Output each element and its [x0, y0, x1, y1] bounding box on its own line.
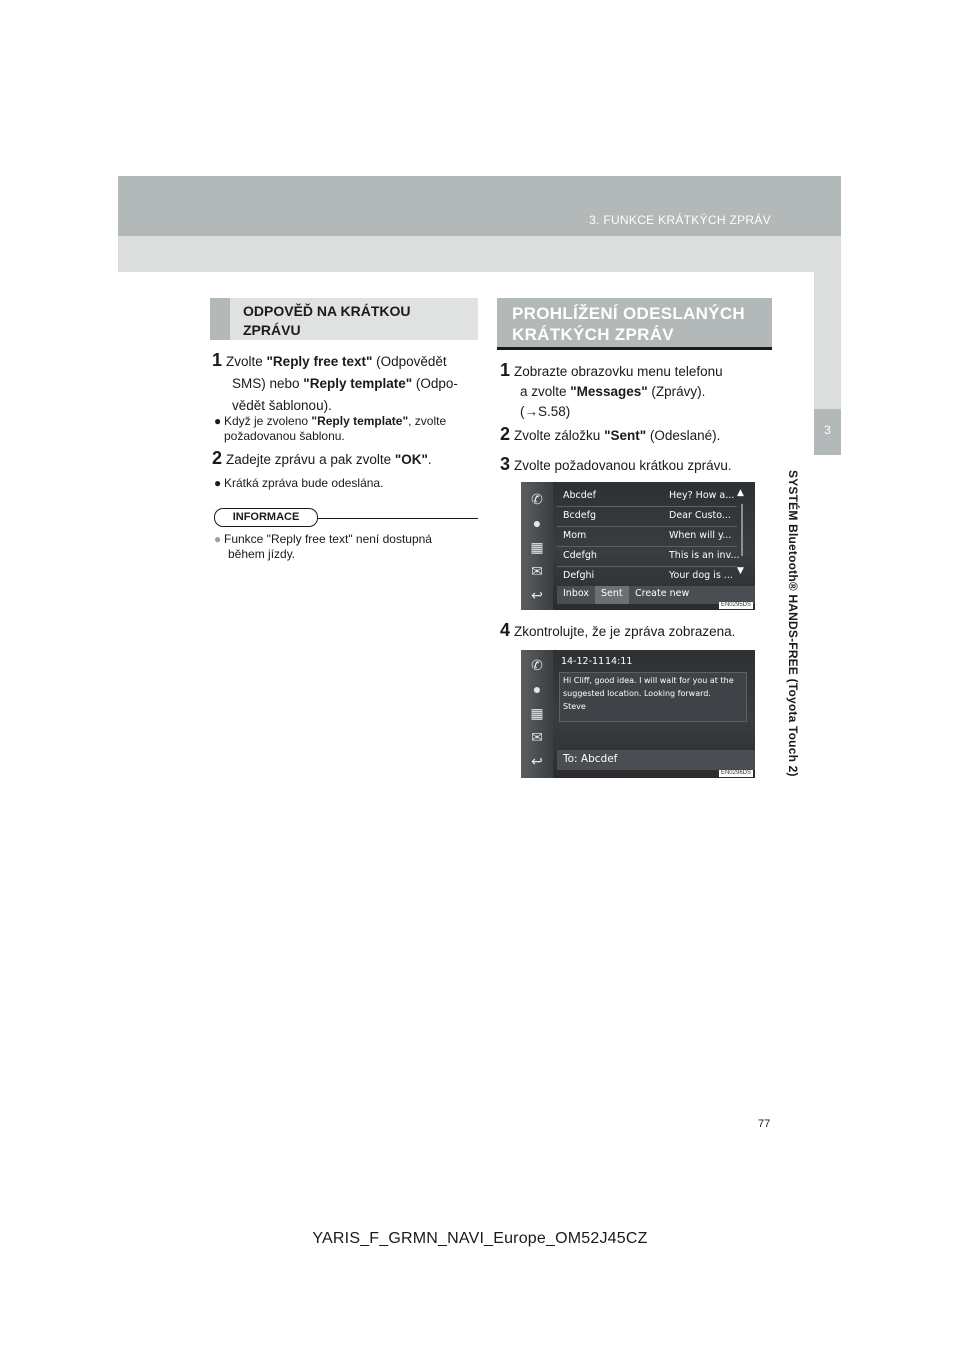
recipient: To: Abcdef: [563, 753, 618, 765]
bullet-text: požadovanou šablonu.: [224, 429, 345, 443]
step-text: Zkontrolujte, že je zpráva zobrazena.: [514, 624, 736, 639]
info-text: Funkce "Reply free text" není dostupná: [224, 532, 432, 546]
right-step-1: [500, 360, 772, 422]
section-title: 3. FUNKCE KRÁTKÝCH ZPRÁV: [589, 213, 771, 227]
chapter-number: 3: [824, 423, 831, 437]
step-text: Zvolte: [226, 354, 267, 369]
step-number: 2: [212, 448, 223, 468]
info-divider: [318, 518, 478, 519]
page-number: 77: [758, 1118, 771, 1130]
sender-name: Abcdef: [563, 490, 596, 501]
scroll-up-icon: ▲: [737, 488, 744, 498]
document-id: YARIS_F_GRMN_NAVI_Europe_OM52J45CZ: [312, 1230, 648, 1247]
left-section-heading: [210, 298, 478, 340]
tab-sent: Sent: [601, 588, 623, 599]
step-text: (Odeslané).: [646, 428, 721, 443]
chapter-title: SYSTÉM Bluetooth® HANDS-FREE (Toyota Touch 2): [786, 470, 800, 777]
image-code: EN0295DS: [720, 602, 751, 608]
step-text: (Odpo-: [412, 376, 458, 391]
step-number: 4: [500, 620, 511, 640]
message-line: suggested location. Looking forward.: [563, 689, 711, 698]
step-option: "Reply free text": [266, 354, 373, 369]
message-line: Hi Cliff, good idea. I will wait for you at the: [563, 676, 734, 685]
chapter-title-vertical: [786, 470, 810, 777]
contacts-icon: ●: [532, 515, 542, 531]
message-preview: Your dog is ...: [669, 570, 733, 581]
step-text: (Odpovědět: [372, 354, 447, 369]
keypad-icon: ▦: [530, 705, 544, 721]
bullet-text: Krátká zpráva bude odeslána.: [224, 476, 384, 490]
step-text: Zobrazte obrazovku menu telefonu: [514, 364, 723, 379]
step-text: a zvolte: [520, 384, 571, 399]
heading-line: ODPOVĚĎ NA KRÁTKOU: [243, 303, 411, 319]
header-subband: [118, 236, 841, 272]
right-section-heading: [497, 298, 772, 350]
header-band: [118, 176, 841, 236]
tab-inbox: Inbox: [563, 588, 589, 599]
scroll-down-icon: ▼: [737, 566, 744, 576]
message-detail-screenshot: [521, 650, 755, 778]
step-option: "OK": [394, 452, 428, 467]
left-step-2: [212, 448, 480, 470]
message-line: Steve: [563, 702, 586, 711]
tab-create-new: Create new: [635, 588, 690, 599]
row-divider: [557, 566, 737, 567]
image-code: EN0296DS: [720, 770, 751, 776]
step-number: 1: [212, 350, 223, 370]
right-step-3: [500, 454, 772, 476]
step-text: Zvolte požadovanou krátkou zprávu.: [514, 458, 732, 473]
step-text: Zvolte záložku: [514, 428, 605, 443]
heading-marker: [210, 298, 230, 340]
right-step-2: [500, 424, 772, 446]
bullet-icon: ●: [214, 476, 222, 490]
left-bullet-2: [214, 476, 482, 491]
step-text: .: [427, 452, 432, 467]
step-option: "Reply template": [303, 376, 413, 391]
row-divider: [557, 546, 737, 547]
step-number: 2: [500, 424, 511, 444]
step-text: Zadejte zprávu a pak zvolte: [226, 452, 395, 467]
step-number: 3: [500, 454, 511, 474]
back-icon: ↩: [531, 753, 543, 769]
message-preview: Hey? How a...: [669, 490, 735, 501]
info-label: INFORMACE: [214, 508, 318, 527]
keypad-icon: ▦: [530, 539, 544, 555]
messages-list-screenshot: [521, 482, 755, 610]
heading-line: KRÁTKÝCH ZPRÁV: [512, 325, 674, 344]
info-text: během jízdy.: [228, 547, 296, 561]
left-bullet-1: [214, 414, 482, 444]
sender-name: Mom: [563, 530, 587, 541]
message-preview: Dear Custo...: [669, 510, 731, 521]
message-icon: ✉: [531, 563, 543, 579]
bullet-icon: ●: [214, 414, 222, 428]
chapter-number-tab: [814, 409, 841, 455]
phone-icon: ✆: [531, 657, 543, 673]
sender-name: Bcdefg: [563, 510, 596, 521]
back-icon: ↩: [531, 587, 543, 603]
heading-line: ZPRÁVU: [243, 322, 301, 338]
sender-name: Defghi: [563, 570, 595, 581]
left-step-1: [212, 350, 480, 416]
message-icon: ✉: [531, 729, 543, 745]
step-option: "Sent": [604, 428, 647, 443]
contacts-icon: ●: [532, 681, 542, 697]
sender-name: Cdefgh: [563, 550, 597, 561]
step-number: 1: [500, 360, 511, 380]
right-step-4: [500, 620, 772, 642]
row-divider: [557, 526, 737, 527]
info-bullet-icon: ●: [214, 532, 222, 546]
step-text: SMS) nebo: [232, 376, 304, 391]
bullet-option: "Reply template": [311, 414, 409, 428]
step-option: "Messages": [570, 384, 648, 399]
heading-line: PROHLÍŽENÍ ODESLANÝCH: [512, 304, 745, 323]
side-tab: [814, 272, 841, 409]
bullet-text: Když je zvoleno: [224, 414, 312, 428]
message-preview: This is an inv...: [669, 550, 740, 561]
info-note: [214, 532, 482, 562]
scrollbar: [741, 504, 743, 556]
phone-icon: ✆: [531, 491, 543, 507]
step-text: vědět šablonou).: [232, 398, 332, 413]
message-time: 14:11: [605, 656, 633, 667]
step-text: (→S.58): [520, 404, 571, 419]
bullet-text: , zvolte: [408, 414, 447, 428]
message-preview: When will y...: [669, 530, 732, 541]
row-divider: [557, 506, 737, 507]
message-date: 14-12-11: [561, 656, 605, 667]
step-text: (Zprávy).: [647, 384, 706, 399]
